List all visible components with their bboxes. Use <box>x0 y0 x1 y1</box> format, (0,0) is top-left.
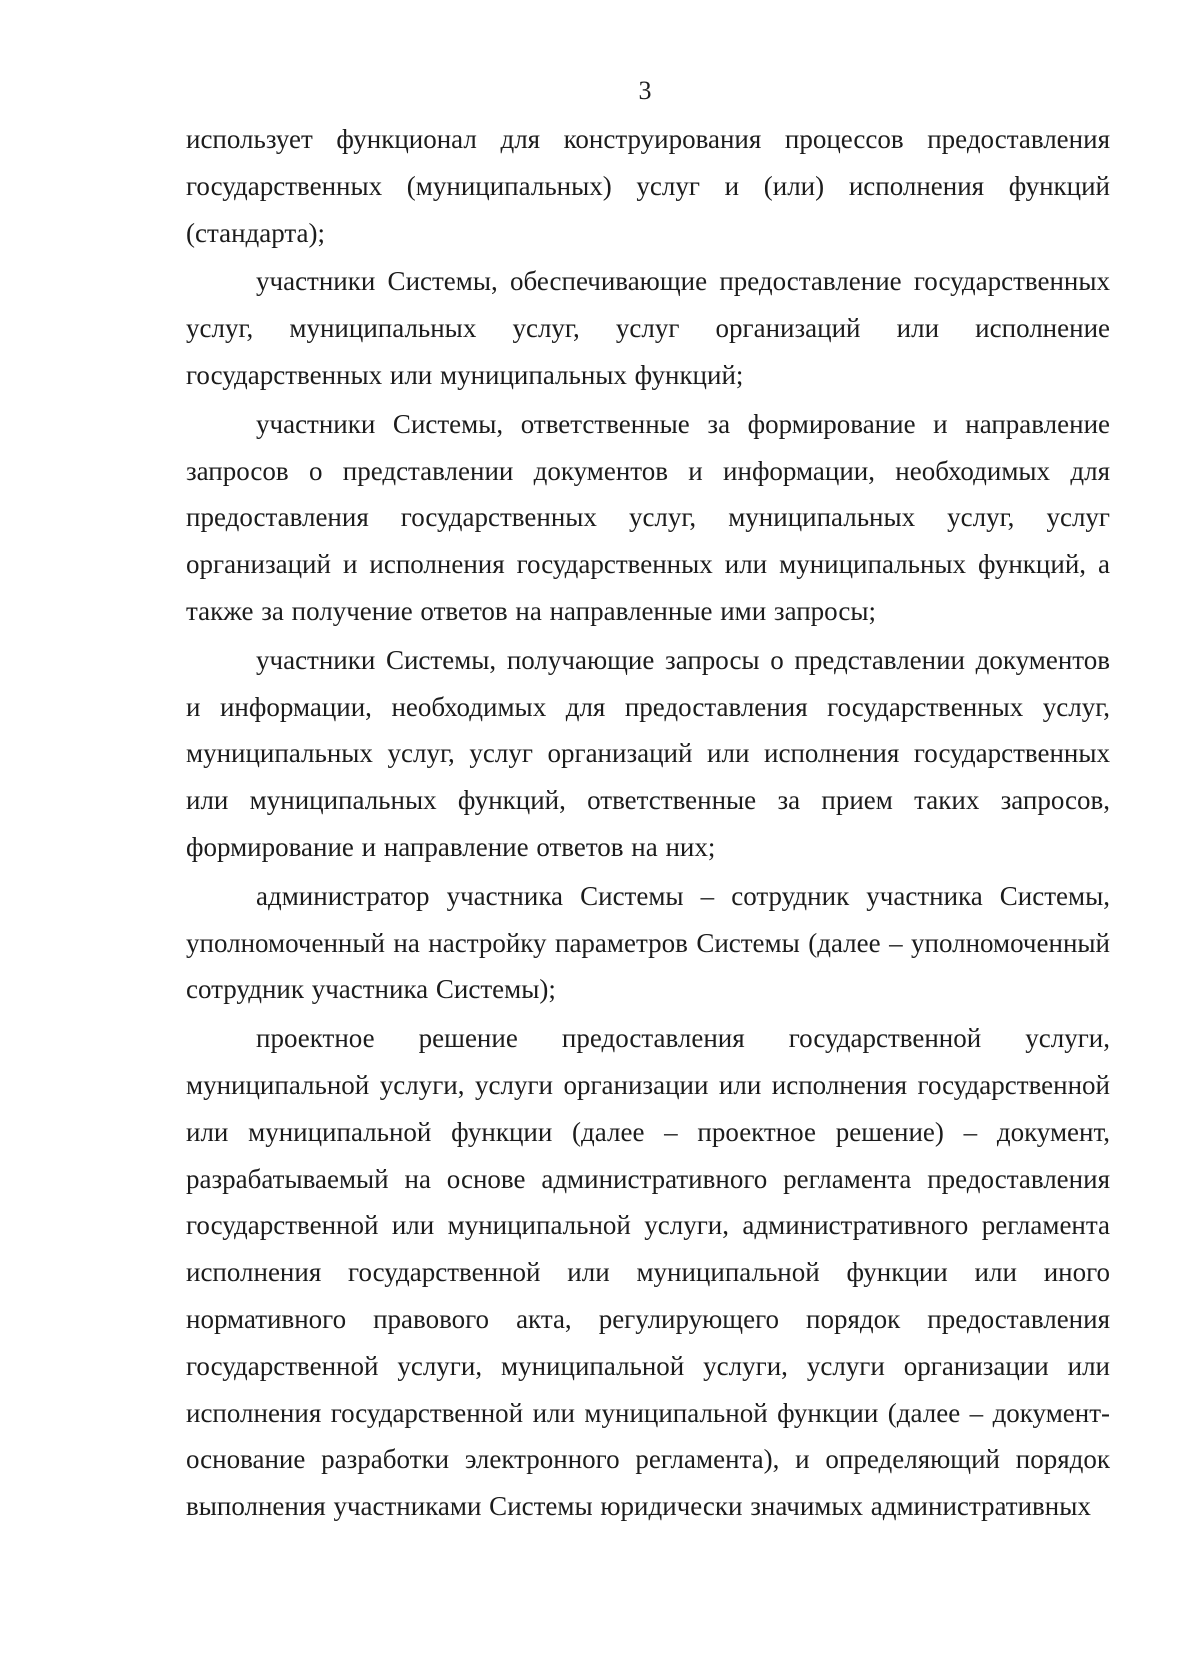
paragraph-project-solution: проектное решение предоставления государственной услуги, муниципальной услуги, услуги организации или исполнения государственной или муниципальной функции (далее – проектное решение) – документ, разрабатываемый на основе административного регламента предоставления государственной или муниципальной услуги, административного регламента исполнения государственной или муниципальной функции или иного нормативного правового акта, регулирующего порядок предоставления государственной услуги, муниципальной услуги, услуги организации или исполнения государственной или муниципальной функции (далее – документ-основание разработки электронного регламента), и определяющий порядок выполнения участниками Системы юридически значимых административных <box>186 1023 1110 1522</box>
paragraph-participants-responders: участники Системы, получающие запросы о представлении документов и информации, необходимых для предоставления государственных услуг, муниципальных услуг, услуг организаций или исполнения государственных или муниципальных функций, ответственные за прием таких запросов, формирование и направление ответов на них; <box>186 644 1110 862</box>
document-body <box>186 116 1110 1530</box>
paragraph-participants-providers: участники Системы, обеспечивающие предоставление государственных услуг, муниципальных услуг, услуг организаций или исполнение государственных или муниципальных функций; <box>186 266 1110 390</box>
paragraph-participants-requesters: участники Системы, ответственные за формирование и направление запросов о представлении документов и информации, необходимых для предоставления государственных услуг, муниципальных услуг, услуг организаций и исполнения государственных или муниципальных функций, а также за получение ответов на направленные ими запросы; <box>186 408 1110 626</box>
page-number: 3 <box>638 76 652 105</box>
paragraph-participant-administrator: администратор участника Системы – сотрудник участника Системы, уполномоченный на настройку параметров Системы (далее – уполномоченный сотрудник участника Системы); <box>186 880 1110 1005</box>
paragraph-continuation: использует функционал для конструирования процессов предоставления государственных (муниципальных) услуг и (или) исполнения функций (стандарта); <box>186 124 1110 248</box>
